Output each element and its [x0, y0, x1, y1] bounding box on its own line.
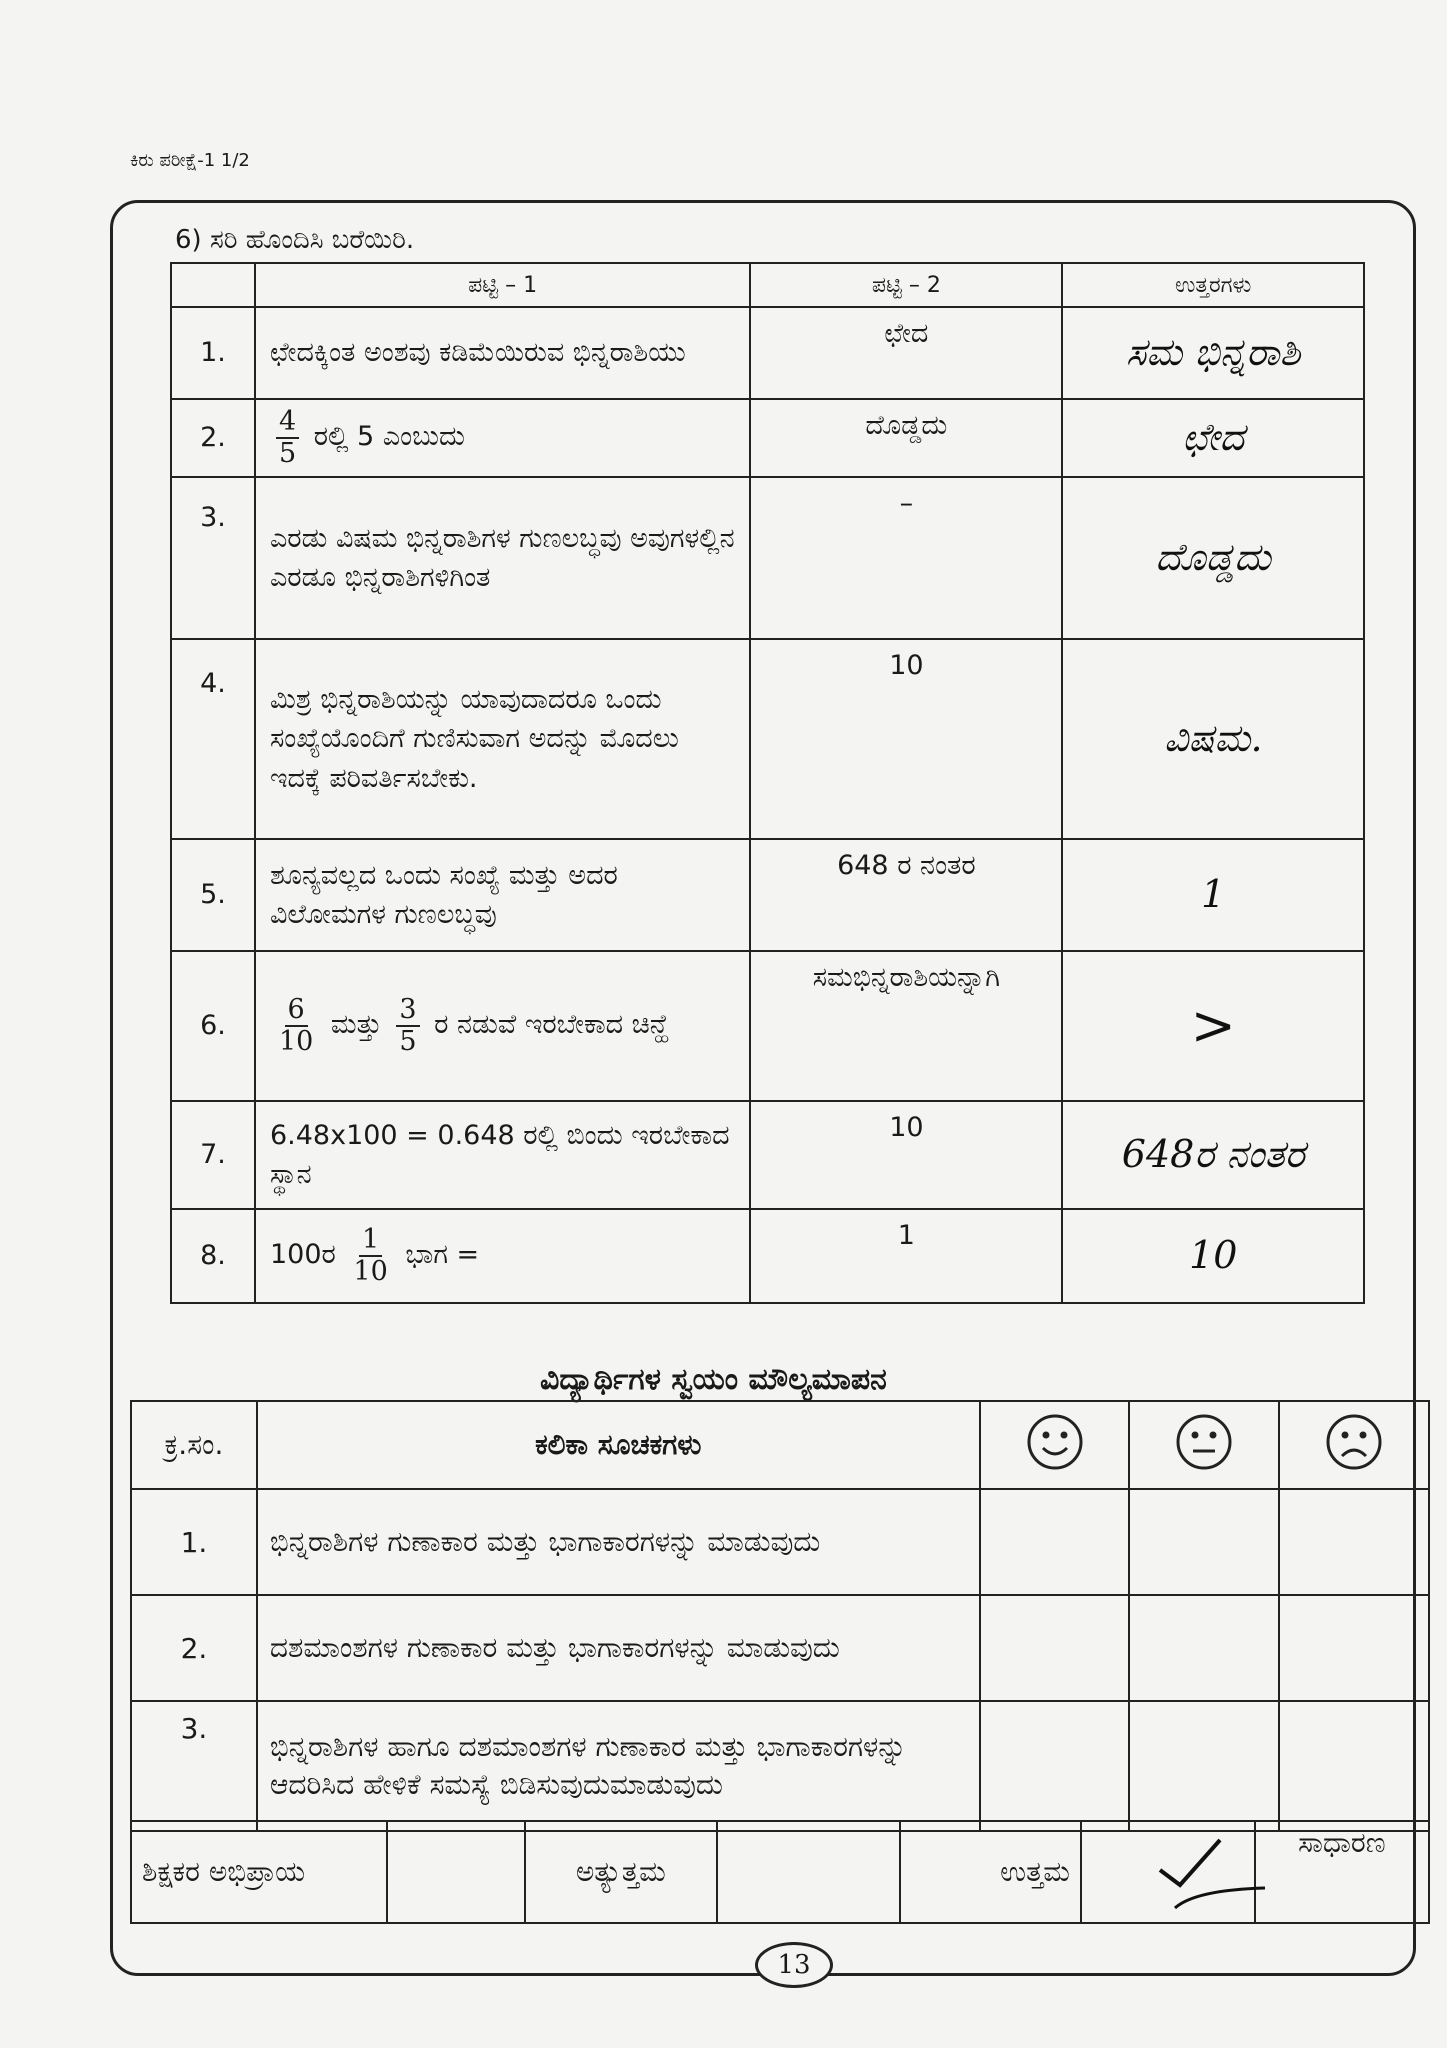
- table-row: [171, 307, 1364, 399]
- neutral-checkbox-cell[interactable]: [1129, 1701, 1279, 1831]
- row-number: 1.: [171, 307, 255, 399]
- row-number: 2.: [171, 399, 255, 477]
- table-row: [171, 1101, 1364, 1209]
- list-2-item: 648 ರ ನಂತರ: [750, 839, 1062, 951]
- serial-header: ಕ್ರ.ಸಂ.: [131, 1401, 257, 1489]
- happy-face-icon: [980, 1401, 1130, 1489]
- row-number: 4.: [171, 639, 255, 839]
- handwritten-answer: ಛೇದ: [1062, 399, 1364, 477]
- neutral-checkbox-cell[interactable]: [1129, 1595, 1279, 1701]
- page-number: 13: [755, 1942, 833, 1988]
- row-number: 1.: [131, 1489, 257, 1595]
- handwritten-answer: ದೊಡ್ಡದು: [1062, 477, 1364, 639]
- page-header-label: ಕಿರು ಪರೀಕ್ಷೆ-1 1/2: [130, 150, 250, 171]
- header-list-2: ಪಟ್ಟಿ – 2: [750, 263, 1062, 307]
- handwritten-answer: 648ರ ನಂತರ: [1062, 1101, 1364, 1209]
- row-number: 6.: [171, 951, 255, 1101]
- match-table-header: [171, 263, 1364, 307]
- table-row: [171, 951, 1364, 1101]
- indicator-text: ಭಿನ್ನರಾಶಿಗಳ ಹಾಗೂ ದಶಮಾಂಶಗಳ ಗುಣಾಕಾರ ಮತ್ತು ಭಾಗಾಕಾರಗಳನ್ನು ಆದರಿಸಿದ ಹೇಳಿಕೆ ಸಮಸ್ಯೆ ಬಿಡಿಸುವುದುಮಾಡುವುದು: [257, 1701, 980, 1831]
- row-number: 8.: [171, 1209, 255, 1303]
- table-row: [131, 1489, 1429, 1595]
- question-title: 6) ಸರಿ ಹೊಂದಿಸಿ ಬರೆಯಿರಿ.: [175, 225, 415, 255]
- list-2-item: ದೊಡ್ಡದು: [750, 399, 1062, 477]
- handwritten-answer: ಸಮ ಭಿನ್ನರಾಶಿ: [1062, 307, 1364, 399]
- happy-checkbox-cell[interactable]: [980, 1489, 1130, 1595]
- fraction: $\frac{3}{5}$: [396, 995, 419, 1056]
- table-row: [171, 1209, 1364, 1303]
- handwritten-answer: 10: [1062, 1209, 1364, 1303]
- sad-face-icon: [1279, 1401, 1429, 1489]
- excellent-label: ಅತ್ಯುತ್ತಮ: [525, 1821, 717, 1923]
- list-1-item: $\frac{4}{5}$ ರಲ್ಲಿ 5 ಎಂಬುದು: [255, 399, 750, 477]
- list-2-item: 10: [750, 639, 1062, 839]
- self-assessment-header: [131, 1401, 1429, 1489]
- handwritten-answer: 1: [1062, 839, 1364, 951]
- list-1-item: ಶೂನ್ಯವಲ್ಲದ ಒಂದು ಸಂಖ್ಯೆ ಮತ್ತು ಅದರ ವಿಲೋಮಗಳ ಗುಣಲಬ್ಧವು: [255, 839, 750, 951]
- header-num: [171, 263, 255, 307]
- table-row: [171, 639, 1364, 839]
- neutral-face-icon: [1129, 1401, 1279, 1489]
- table-row: [171, 399, 1364, 477]
- header-list-1: ಪಟ್ಟಿ – 1: [255, 263, 750, 307]
- fraction: $\frac{1}{10}$: [353, 1224, 388, 1287]
- remarks-blank-cell[interactable]: [387, 1821, 525, 1923]
- list-1-item: ಛೇದಕ್ಕಿಂತ ಅಂಶವು ಕಡಿಮೆಯಿರುವ ಭಿನ್ನರಾಶಿಯು: [255, 307, 750, 399]
- handwritten-answer: >: [1062, 951, 1364, 1101]
- table-row: [131, 1595, 1429, 1701]
- row-number: 2.: [131, 1595, 257, 1701]
- list-1-item: ಎರಡು ವಿಷಮ ಭಿನ್ನರಾಶಿಗಳ ಗುಣಲಬ್ಧವು ಅವುಗಳಲ್ಲಿನ ಎರಡೂ ಭಿನ್ನರಾಶಿಗಳಿಗಿಂತ: [255, 477, 750, 639]
- list-2-item: ಛೇದ: [750, 307, 1062, 399]
- check-mark-icon: [1145, 1830, 1275, 1920]
- handwritten-answer: ವಿಷಮ.: [1062, 639, 1364, 839]
- list-1-item: 100ರ $\frac{1}{10}$ ಭಾಗ =: [255, 1209, 750, 1303]
- excellent-mark-cell[interactable]: [717, 1821, 900, 1923]
- row-number: 3.: [171, 477, 255, 639]
- self-assessment-table: [130, 1400, 1430, 1832]
- row-number: 5.: [171, 839, 255, 951]
- header-answers: ಉತ್ತರಗಳು: [1062, 263, 1364, 307]
- sad-checkbox-cell[interactable]: [1279, 1701, 1429, 1831]
- average-label: ಸಾಧಾರಣ: [1255, 1821, 1429, 1923]
- fraction: $\frac{6}{10}$: [278, 994, 314, 1057]
- table-row: [171, 839, 1364, 951]
- list-2-item: 10: [750, 1101, 1062, 1209]
- neutral-checkbox-cell[interactable]: [1129, 1489, 1279, 1595]
- sad-checkbox-cell[interactable]: [1279, 1489, 1429, 1595]
- fraction: $\frac{4}{5}$: [276, 407, 299, 468]
- list-1-item: ಮಿಶ್ರ ಭಿನ್ನರಾಶಿಯನ್ನು ಯಾವುದಾದರೂ ಒಂದು ಸಂಖ್ಯೆಯೊಂದಿಗೆ ಗುಣಿಸುವಾಗ ಅದನ್ನು ಮೊದಲು ಇದಕ್ಕೆ ಪರಿವರ್ತಿಸಬೇಕು.: [255, 639, 750, 839]
- sad-checkbox-cell[interactable]: [1279, 1595, 1429, 1701]
- row-number: 7.: [171, 1101, 255, 1209]
- list-1-item: 6.48x100 = 0.648 ರಲ್ಲಿ ಬಿಂದು ಇರಬೇಕಾದ ಸ್ಥಾನ: [255, 1101, 750, 1209]
- teacher-remarks-label: ಶಿಕ್ಷಕರ ಅಭಿಪ್ರಾಯ: [131, 1821, 387, 1923]
- table-row: [171, 477, 1364, 639]
- happy-checkbox-cell[interactable]: [980, 1595, 1130, 1701]
- indicator-text: ದಶಮಾಂಶಗಳ ಗುಣಾಕಾರ ಮತ್ತು ಭಾಗಾಕಾರಗಳನ್ನು ಮಾಡುವುದು: [257, 1595, 980, 1701]
- list-1-item: $\frac{6}{10}$ ಮತ್ತು $\frac{3}{5}$ ರ ನಡುವೆ ಇರಬೇಕಾದ ಚಿನ್ಹೆ: [255, 951, 750, 1101]
- row-number: 3.: [131, 1701, 257, 1831]
- indicator-text: ಭಿನ್ನರಾಶಿಗಳ ಗುಣಾಕಾರ ಮತ್ತು ಭಾಗಾಕಾರಗಳನ್ನು ಮಾಡುವುದು: [257, 1489, 980, 1595]
- indicators-header: ಕಲಿಕಾ ಸೂಚಕಗಳು: [257, 1401, 980, 1489]
- good-label: ಉತ್ತಮ: [900, 1821, 1081, 1923]
- list-2-item: –: [750, 477, 1062, 639]
- match-table: [170, 262, 1365, 1304]
- list-2-item: 1: [750, 1209, 1062, 1303]
- happy-checkbox-cell[interactable]: [980, 1701, 1130, 1831]
- table-row: [131, 1701, 1429, 1831]
- self-assessment-title: ವಿದ್ಯಾರ್ಥಿಗಳ ಸ್ವಯಂ ಮೌಲ್ಯಮಾಪನ: [540, 1362, 887, 1397]
- list-2-item: ಸಮಭಿನ್ನರಾಶಿಯನ್ನಾಗಿ: [750, 951, 1062, 1101]
